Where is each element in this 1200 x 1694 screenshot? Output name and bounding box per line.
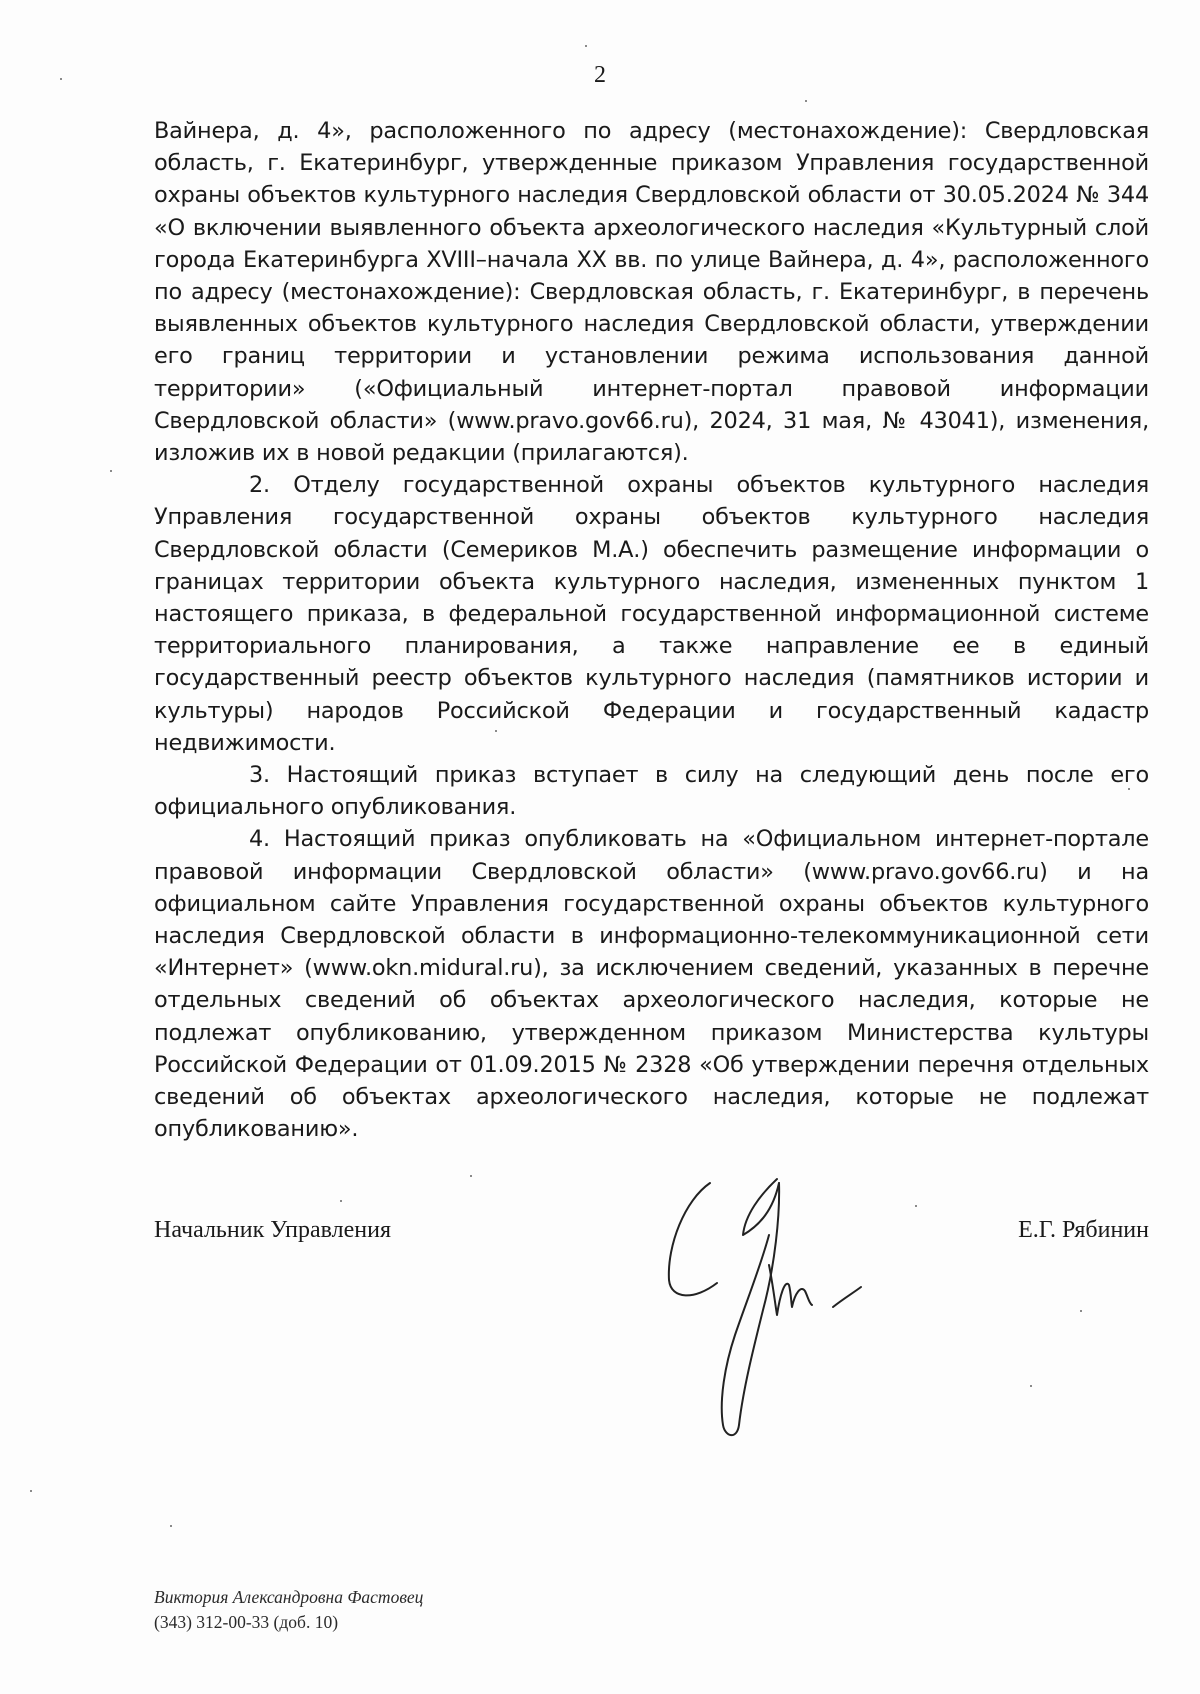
scan-speck xyxy=(470,1175,472,1177)
scan-speck xyxy=(340,1200,342,1202)
scan-speck xyxy=(30,1490,32,1492)
scan-speck xyxy=(915,1205,917,1207)
executor-name: Виктория Александровна Фастовец xyxy=(154,1587,424,1607)
paragraph-item-3: 3. Настоящий приказ вступает в силу на следующий день после его официального опубликования. xyxy=(154,762,1149,821)
executor-info xyxy=(154,1585,423,1635)
handwritten-signature xyxy=(665,1175,910,1440)
scan-speck xyxy=(1030,1385,1032,1387)
scan-speck xyxy=(110,470,112,472)
signature-block xyxy=(154,1217,1149,1257)
page-number: 2 xyxy=(594,62,606,88)
paragraph-continuation: Вайнера, д. 4», расположенного по адресу (местонахождение): Свердловская область, г. Екатеринбург, утвержденные приказом Управления государственной охраны объектов культурного наследия Свердловской области от 30.05.2024 № 344 «О включении выявленного объекта археологического наследия «Культурный слой города Екатеринбурга XVIII–начала XX вв. по улице Вайнера, д. 4», расположенного по адресу (местонахождение): Свердловская область, г. Екатеринбург, в перечень выявленных объектов культурного наследия Свердловской области, утверждении его границ территории и установлении режима использования данной территории» («Официальный интернет-портал правовой информации Свердловской области» (www.pravo.gov66.ru), 2024, 31 мая, № 43041), изменения, изложив их в новой редакции (прилагаются). xyxy=(154,118,1149,467)
scan-speck xyxy=(805,100,807,102)
document-body xyxy=(154,115,1149,1146)
scan-speck xyxy=(170,1525,172,1527)
signer-name: Е.Г. Рябинин xyxy=(1018,1217,1149,1243)
scan-speck xyxy=(495,730,497,732)
paragraph-item-2: 2. Отделу государственной охраны объектов культурного наследия Управления государственной охраны объектов культурного наследия Свердловской области (Семериков М.А.) обеспечить размещение информации о границах территории объекта культурного наследия, измененных пунктом 1 настоящего приказа, в федеральной государственной информационной системе территориального планирования, а также направление ее в единый государственный реестр объектов культурного наследия (памятников истории и культуры) народов Российской Федерации и государственный кадастр недвижимости. xyxy=(154,472,1149,756)
signer-title: Начальник Управления xyxy=(154,1217,391,1243)
executor-phone: (343) 312-00-33 (доб. 10) xyxy=(154,1612,339,1632)
paragraph-item-4: 4. Настоящий приказ опубликовать на «Официальном интернет-портале правовой информации Свердловской области» (www.pravo.gov66.ru) и на официальном сайте Управления государственной охраны объектов культурного наследия Свердловской области в информационно-телекоммуникационной сети «Интернет» (www.okn.midural.ru), за исключением сведений, указанных в перечне отдельных сведений об объектах археологического наследия, которые не подлежат опубликованию, утвержденном приказом Министерства культуры Российской Федерации от 01.09.2015 № 2328 «Об утверждении перечня отдельных сведений об объектах археологического наследия, которые не подлежат опубликованию». xyxy=(154,826,1149,1143)
scan-speck xyxy=(1128,788,1130,790)
scan-speck xyxy=(1080,1310,1082,1312)
scan-speck xyxy=(585,45,587,47)
scan-speck xyxy=(60,78,62,80)
